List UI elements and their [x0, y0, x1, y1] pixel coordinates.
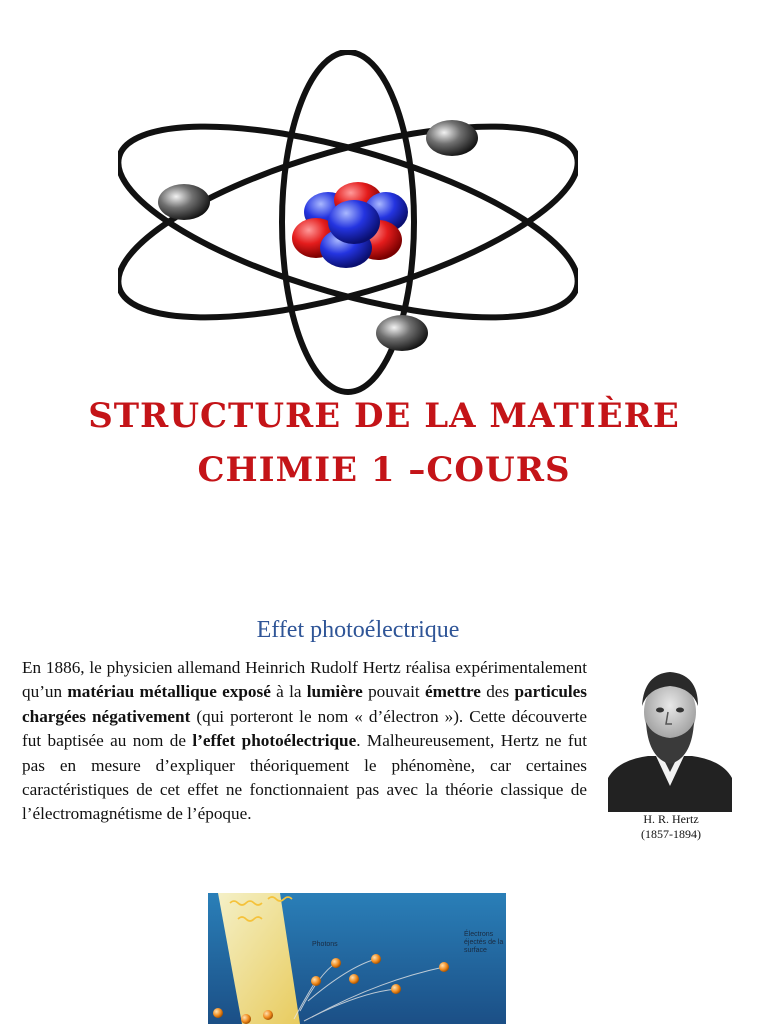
electron — [376, 315, 428, 351]
emphasis-text: émettre — [424, 682, 481, 702]
electron — [158, 184, 210, 220]
figure-label-electrons-line2: éjectés de la — [464, 939, 504, 946]
emphasis-text: matériau métallique exposé — [67, 682, 271, 702]
atom-illustration — [118, 50, 578, 402]
emphasis-text: lumière — [306, 682, 363, 702]
hertz-portrait — [608, 660, 732, 812]
portrait-caption-dates: (1857-1894) — [641, 827, 701, 841]
paragraph-text: (qui porteront le nom « d’électron »). Cette découverte fut baptisée au nom de — [22, 706, 587, 751]
document-title: STRUCTURE DE LA MATIÈRE — [88, 396, 680, 436]
photoelectric-figure — [208, 893, 506, 1024]
emphasis-text: particules chargées négativement — [22, 682, 587, 726]
photoelectric-diagram — [208, 893, 506, 1024]
paragraph-text: pouvait — [362, 682, 425, 702]
paragraph-text: En 1886, le physicien allemand Heinrich Rudolf Hertz réalisa expérimentalement qu’un — [22, 658, 587, 702]
emphasis-text: l’effet photoélectrique — [192, 731, 357, 751]
paragraph-text: des — [480, 682, 515, 702]
electron — [426, 120, 478, 156]
body-paragraph — [22, 656, 587, 827]
figure-label-electrons — [464, 931, 503, 955]
figure-label-photons: Photons — [312, 941, 338, 948]
document-subtitle: CHIMIE 1 –COURS — [197, 450, 571, 490]
paragraph-text: à la — [270, 682, 307, 702]
figure-label-electrons-line1: Électrons — [464, 931, 494, 938]
paragraph-text: . Malheureusement, Hertz ne fut pas en mesure d’expliquer théoriquement le phénomène, car certaines caractéristiques de cet effet ne fonctionnaient pas avec la théorie classique de l’électromagnétisme de l’époque. — [22, 731, 587, 824]
section-heading: Effet photoélectrique — [256, 617, 460, 643]
portrait-caption-name: H. R. Hertz — [643, 812, 699, 826]
figure-label-electrons-line3: surface — [464, 947, 487, 954]
nucleus — [292, 182, 408, 268]
